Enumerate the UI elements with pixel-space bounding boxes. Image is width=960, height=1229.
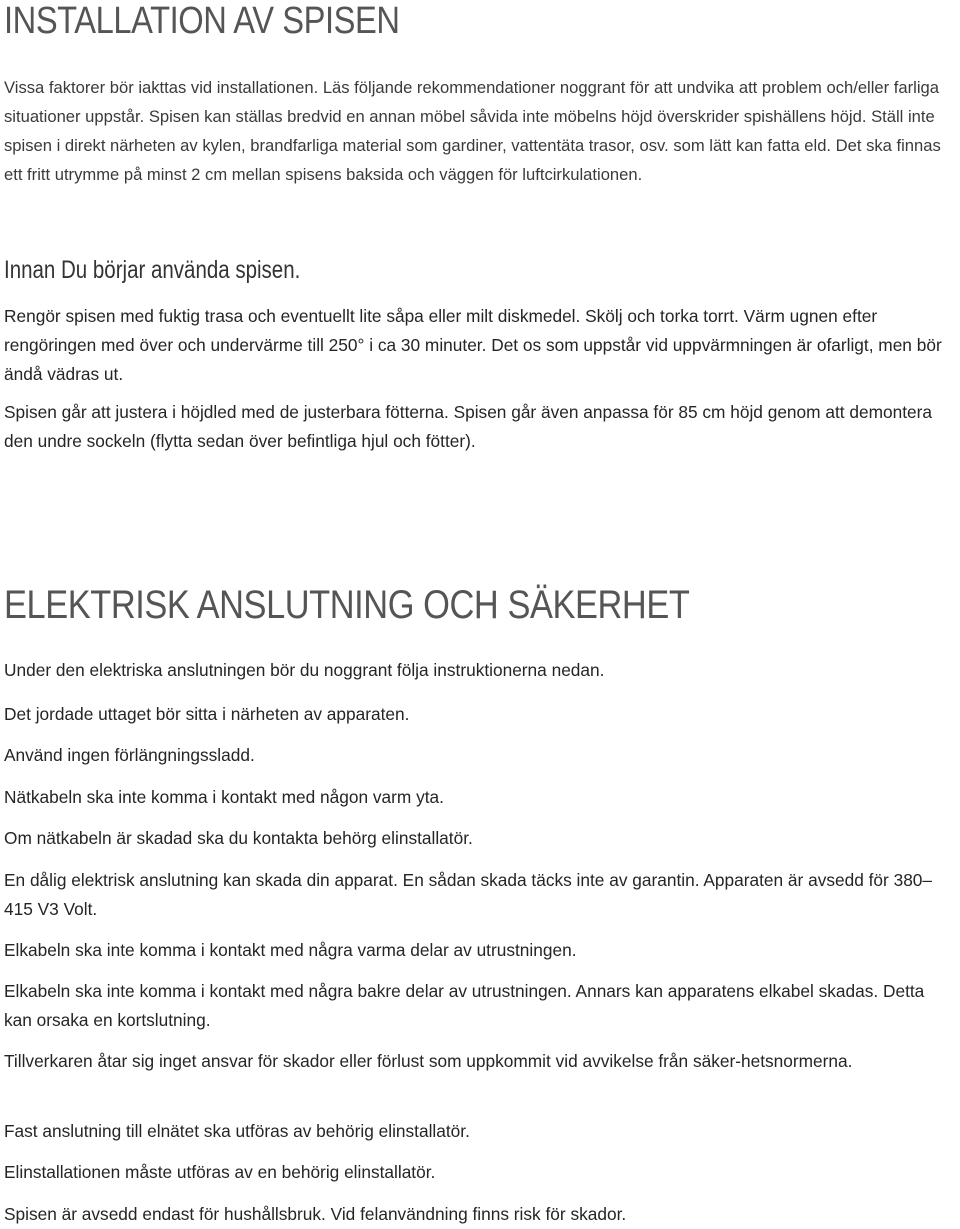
- section-title-installation: INSTALLATION AV SPISEN: [4, 0, 400, 42]
- electrical-item: Tillverkaren åtar sig inget ansvar för skador eller förlust som uppkommit vid avvikelse från säker-hetsnormerna.: [4, 1051, 853, 1071]
- electrical-item: Nätkabeln ska inte komma i kontakt med någon varm yta.: [4, 787, 444, 807]
- innan-paragraph-adjust: Spisen går att justera i höjdled med de justerbara fötterna. Spisen går även anpassa för 85 cm höjd genom att demontera den undre sockeln (flytta sedan över befintliga hjul och fötter).: [4, 402, 932, 451]
- electrical-item: Elinstallationen måste utföras av en behörig elinstallatör.: [4, 1162, 436, 1182]
- section-title-innan: Innan Du börjar använda spisen.: [4, 256, 301, 284]
- electrical-item: Använd ingen förlängningssladd.: [4, 745, 255, 765]
- electrical-item: Under den elektriska anslutningen bör du noggrant följa instruktionerna nedan.: [4, 660, 605, 680]
- electrical-item: Fast anslutning till elnätet ska utföras av behörig elinstallatör.: [4, 1121, 470, 1141]
- electrical-item: Elkabeln ska inte komma i kontakt med några varma delar av utrustningen.: [4, 940, 577, 960]
- electrical-item: Elkabeln ska inte komma i kontakt med några bakre delar av utrustningen. Annars kan apparatens elkabel skadas. Detta kan orsaka en kortslutning.: [4, 981, 925, 1030]
- installation-intro-paragraph: Vissa faktorer bör iakttas vid installationen. Läs följande rekommendationer noggrant för att undvika att problem och/eller farliga situationer uppstår. Spisen kan ställas bredvid en annan möbel såvida inte möbelns höjd överskrider spishällens höjd. Ställ inte spisen i direkt närheten av kylen, brandfarliga material som gardiner, vattentäta trasor, osv. som lätt kan fatta eld. Det ska finnas ett fritt utrymme på minst 2 cm mellan spisens baksida och väggen för luftcirkulationen.: [4, 78, 941, 184]
- section-title-electrical: ELEKTRISK ANSLUTNING OCH SÄKERHET: [4, 583, 690, 627]
- innan-paragraph-cleaning: Rengör spisen med fuktig trasa och eventuellt lite såpa eller milt diskmedel. Skölj och torka torrt. Värm ugnen efter rengöringen med över och undervärme till 250° i ca 30 minuter. Det os som uppstår vid uppvärmningen är ofarligt, men bör ändå vädras ut.: [4, 306, 942, 384]
- electrical-item: Det jordade uttaget bör sitta i närheten av apparaten.: [4, 704, 410, 724]
- electrical-item: Om nätkabeln är skadad ska du kontakta behörg elinstallatör.: [4, 828, 473, 848]
- electrical-item: En dålig elektrisk anslutning kan skada din apparat. En sådan skada täcks inte av garantin. Apparaten är avsedd för 380–415 V3 Volt.: [4, 870, 933, 919]
- electrical-item: Spisen är avsedd endast för hushållsbruk. Vid felanvändning finns risk för skador.: [4, 1204, 627, 1224]
